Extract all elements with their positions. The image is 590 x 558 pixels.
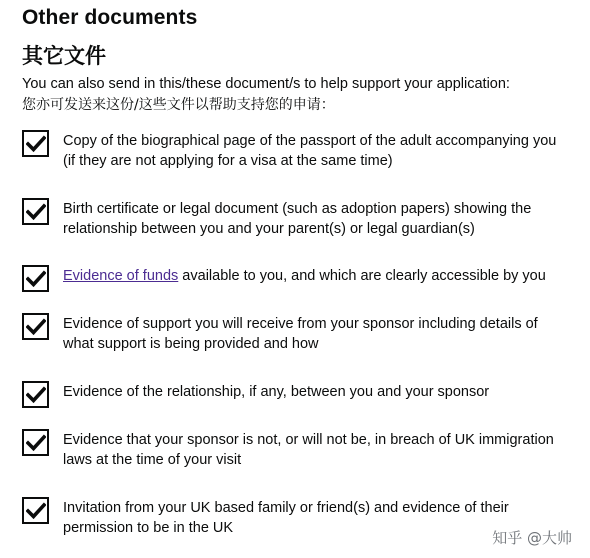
checkmark-icon: [26, 270, 46, 288]
checkbox-sponsor-relationship[interactable]: [22, 381, 49, 408]
checklist-item-label: Evidence of support you will receive from your sponsor including details of what support is being provided and how: [63, 316, 538, 352]
page-title-chinese: 其它文件: [22, 44, 106, 68]
page-title: Other documents: [22, 6, 198, 29]
checklist-item-label: [63, 266, 558, 286]
checkmark-icon: [26, 434, 46, 452]
evidence-of-funds-link[interactable]: Evidence of funds: [63, 268, 179, 284]
checkbox-invitation[interactable]: [22, 497, 49, 524]
checkbox-birth-certificate[interactable]: [22, 198, 49, 225]
checkbox-evidence-of-funds[interactable]: [22, 265, 49, 292]
checkmark-icon: [26, 135, 46, 153]
watermark: 知乎 @大帅: [492, 529, 572, 547]
checkmark-icon: [26, 203, 46, 221]
checkbox-passport-copy[interactable]: [22, 130, 49, 157]
intro-text-chinese: 您亦可发送来这份/这些文件以帮助支持您的申请：: [22, 97, 335, 113]
checkmark-icon: [26, 502, 46, 520]
checklist-item-label-rest: available to you, and which are clearly accessible by you: [178, 268, 546, 284]
checklist-item-label: Evidence that your sponsor is not, or will not be, in breach of UK immigration laws at the time of your visit: [63, 432, 554, 468]
checklist-item-label: Copy of the biographical page of the passport of the adult accompanying you (if they are not applying for a visa at the same time): [63, 133, 557, 169]
checkbox-immigration-compliance[interactable]: [22, 429, 49, 456]
checklist-item-label: Birth certificate or legal document (such as adoption papers) showing the relationship between you and your parent(s) or legal guardian(s): [63, 201, 532, 237]
checkbox-sponsor-support[interactable]: [22, 313, 49, 340]
checkmark-icon: [26, 318, 46, 336]
checklist-item-label: Invitation from your UK based family or friend(s) and evidence of their permission to be in the UK: [63, 500, 509, 536]
checkmark-icon: [26, 386, 46, 404]
intro-text: You can also send in this/these document/s to help support your application:: [22, 76, 510, 92]
checklist-item-label: Evidence of the relationship, if any, between you and your sponsor: [63, 384, 490, 400]
